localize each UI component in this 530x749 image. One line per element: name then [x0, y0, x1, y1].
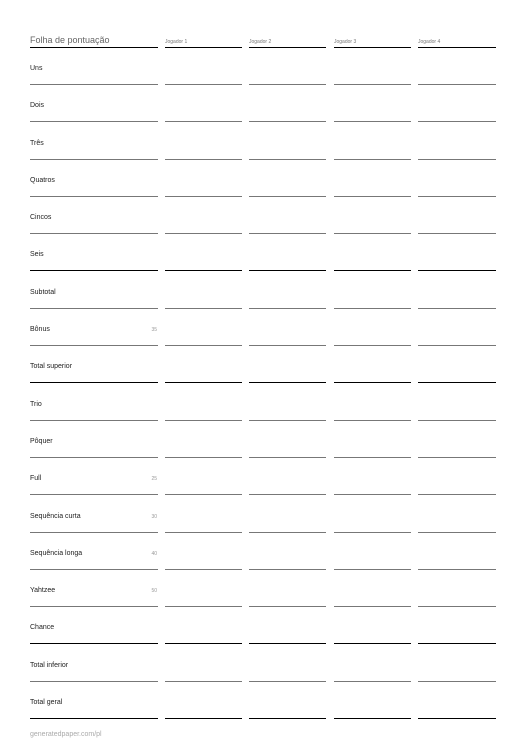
row-label: Sequência longa	[30, 549, 83, 557]
player-1-header: Jogador 1	[165, 39, 188, 45]
score-row	[30, 607, 496, 644]
score-row	[30, 309, 496, 346]
row-points: 50	[151, 588, 157, 595]
player-4-header: Jogador 4	[418, 39, 441, 45]
score-row	[30, 533, 496, 570]
score-cell-player-4[interactable]	[418, 718, 496, 719]
row-label: Uns	[30, 65, 43, 72]
score-row	[30, 682, 496, 719]
score-row	[30, 197, 496, 234]
player-2-header: Jogador 2	[249, 39, 272, 45]
score-cell-player-2[interactable]	[249, 718, 326, 719]
score-row	[30, 458, 496, 495]
score-rows	[30, 48, 496, 719]
row-label: Total geral	[30, 699, 63, 707]
score-row	[30, 346, 496, 383]
score-row	[30, 234, 496, 271]
row-label: Chance	[30, 624, 55, 632]
row-points: 30	[151, 513, 157, 520]
row-points: 40	[151, 550, 157, 557]
row-points: 35	[151, 327, 157, 334]
score-row	[30, 48, 496, 85]
row-rule	[30, 718, 158, 719]
row-label: Trio	[30, 400, 42, 408]
row-points: 25	[151, 476, 157, 483]
row-label: Sequência curta	[30, 512, 81, 520]
sheet-title: Folha de pontuação	[30, 35, 110, 45]
score-row	[30, 123, 496, 160]
row-label: Total inferior	[30, 661, 69, 669]
score-row	[30, 85, 496, 122]
score-row	[30, 421, 496, 458]
score-row	[30, 645, 496, 682]
row-label: Full	[30, 475, 42, 483]
row-label: Dois	[30, 102, 45, 110]
score-row	[30, 496, 496, 533]
row-label: Bônus	[30, 326, 50, 334]
row-label: Quatros	[30, 176, 55, 184]
score-row	[30, 160, 496, 197]
row-label: Total superior	[30, 363, 73, 371]
score-cell-player-3[interactable]	[334, 718, 411, 719]
player-3-header: Jogador 3	[334, 39, 357, 45]
score-cell-player-1[interactable]	[165, 718, 242, 719]
score-row	[30, 272, 496, 309]
sheet-header	[30, 33, 496, 48]
row-label: Três	[30, 139, 44, 147]
row-label: Cincos	[30, 214, 52, 222]
score-sheet	[30, 33, 496, 719]
footer-url: generatedpaper.com/pl	[30, 731, 102, 738]
row-label: Subtotal	[30, 288, 56, 296]
row-label: Yahtzee	[30, 587, 56, 595]
row-label: Seis	[30, 251, 44, 259]
score-row	[30, 384, 496, 421]
score-row	[30, 570, 496, 607]
row-label: Pôquer	[30, 437, 53, 445]
